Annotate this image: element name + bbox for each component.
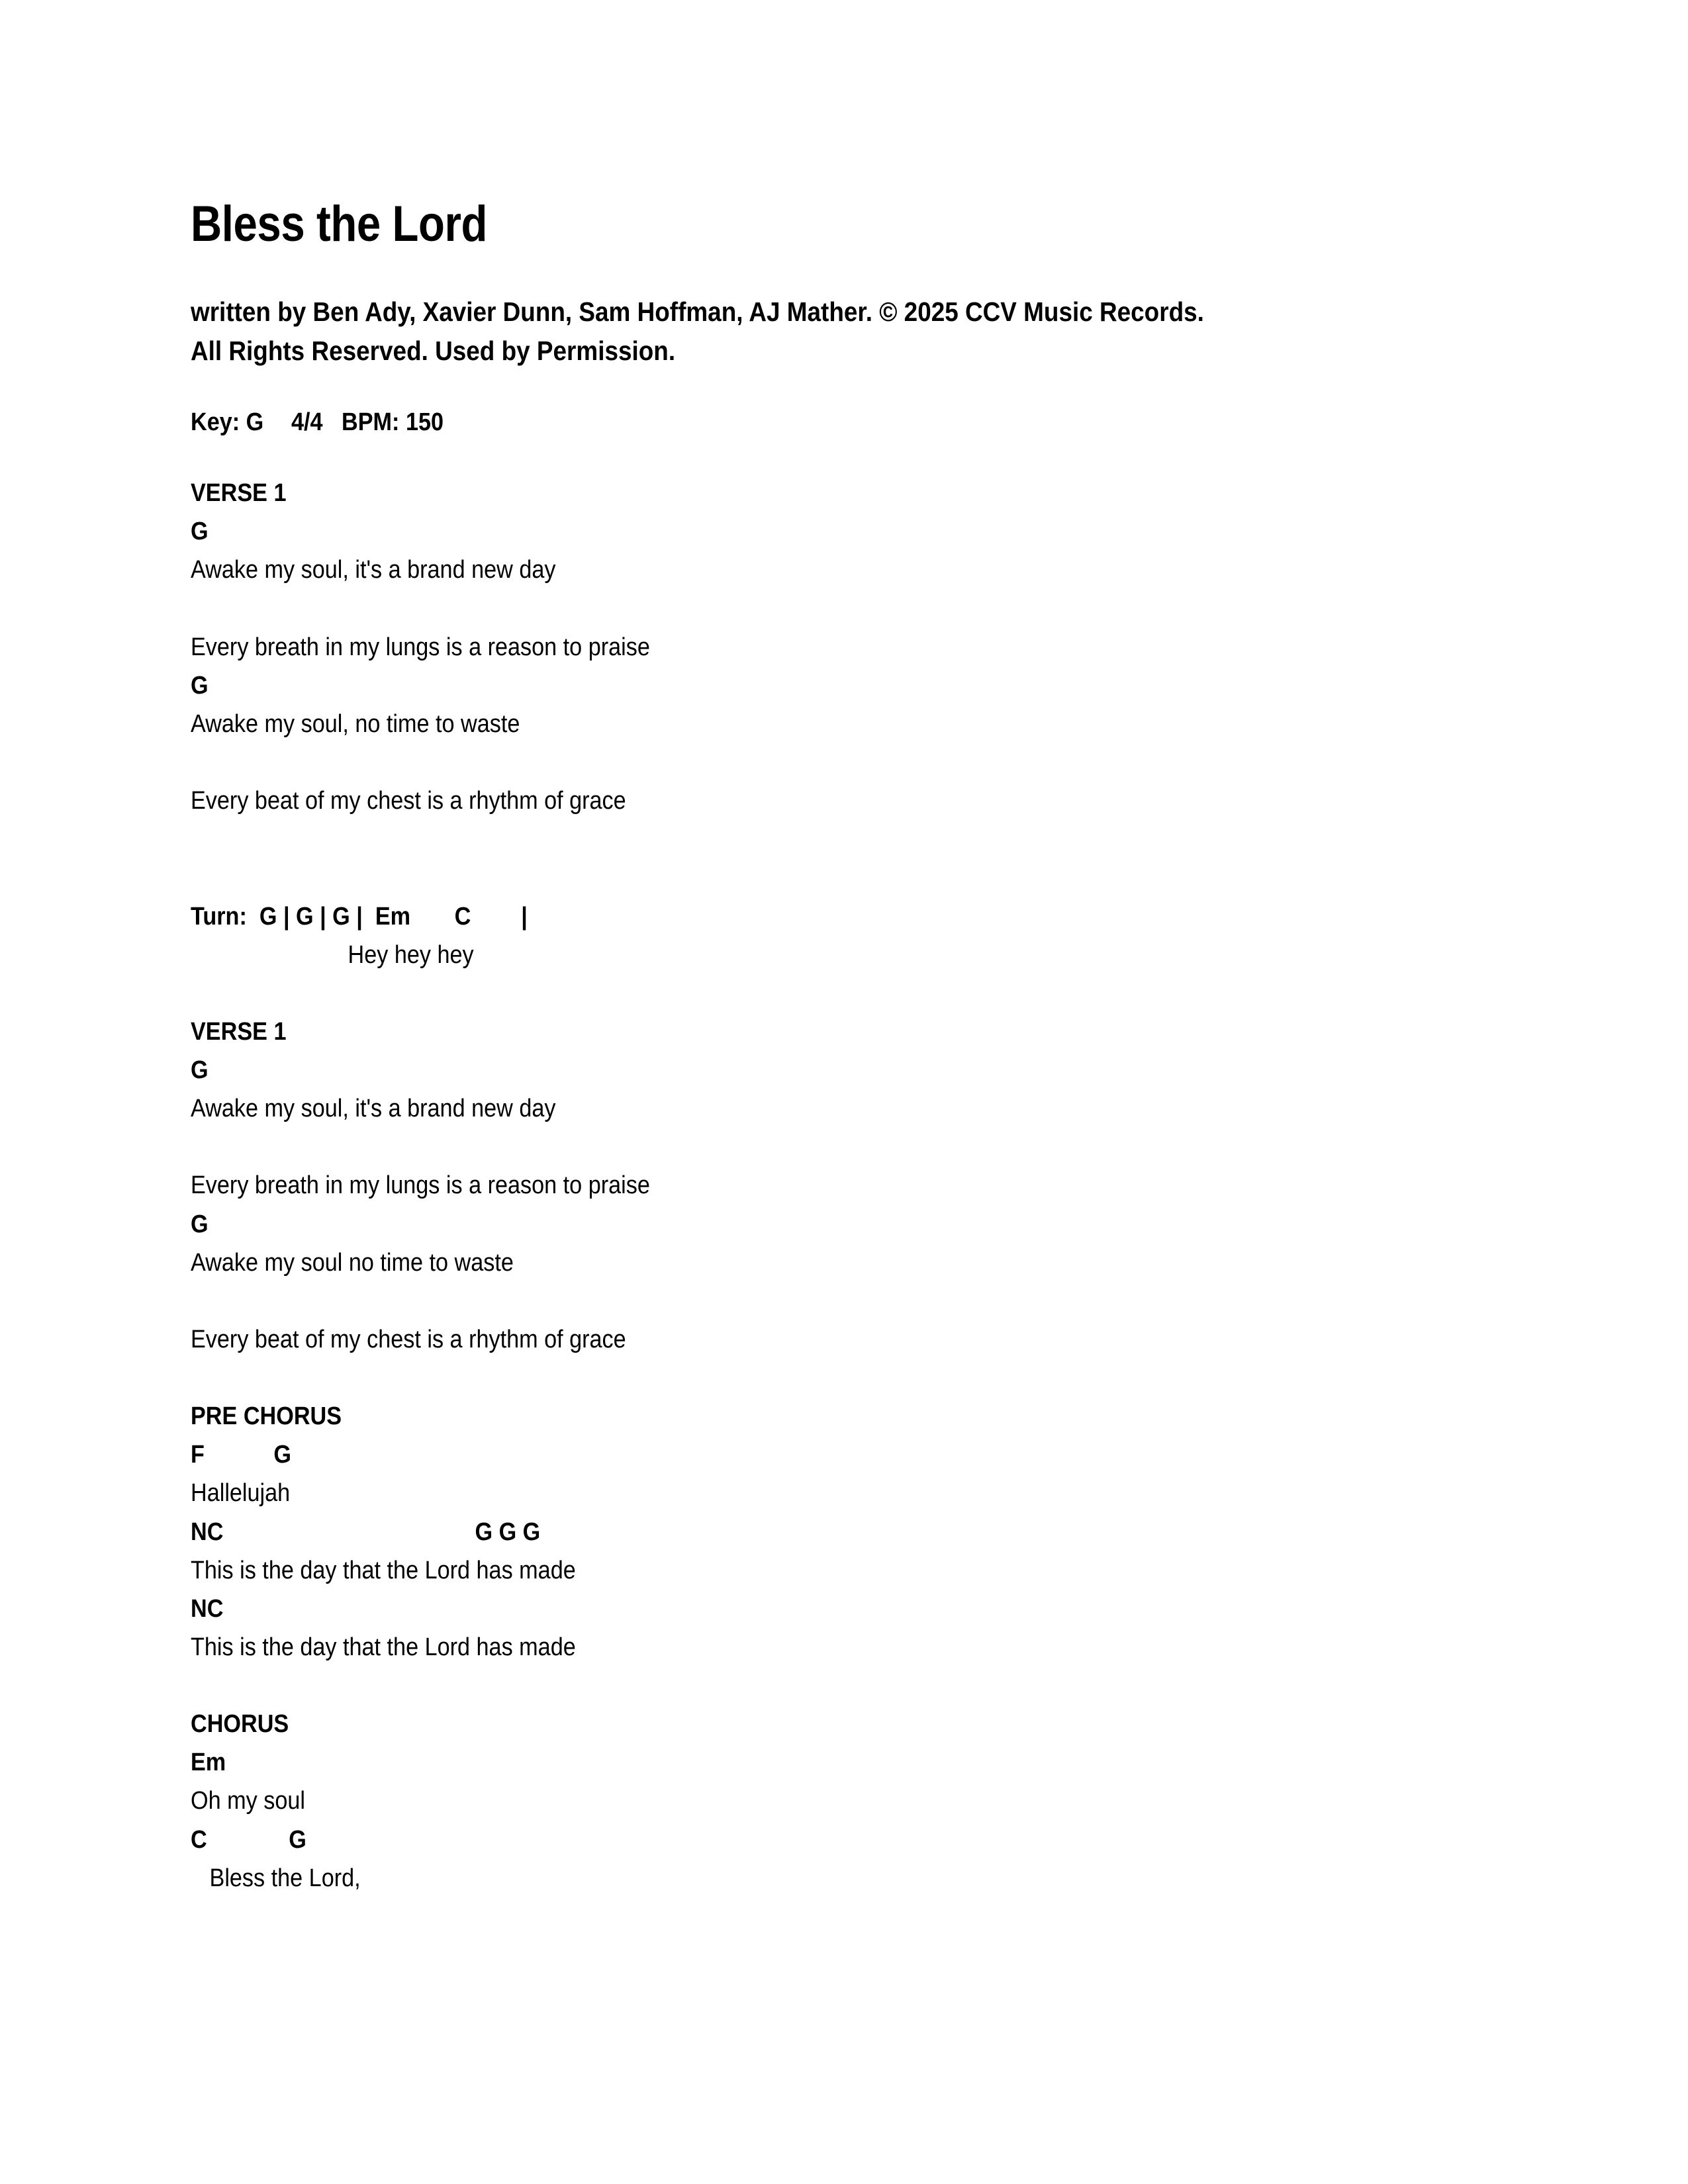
section-gap bbox=[191, 1666, 1360, 1705]
chord-line: G bbox=[191, 1210, 209, 1238]
chord-line: Em bbox=[191, 1749, 226, 1777]
chord-line: G bbox=[191, 518, 209, 546]
lyric-line: Every beat of my chest is a rhythm of grace bbox=[191, 1325, 626, 1353]
lyric-line: Awake my soul, no time to waste bbox=[191, 709, 520, 738]
chord-line: NC bbox=[191, 1594, 224, 1623]
song-meta-line: Key: G 4/4 BPM: 150 bbox=[191, 408, 444, 437]
chord-line: NC G G G bbox=[191, 1518, 541, 1546]
spacer-line bbox=[191, 1282, 1360, 1320]
lyric-line: Bless the Lord, bbox=[191, 1864, 361, 1892]
song-title: Bless the Lord bbox=[191, 196, 487, 252]
spacer-line bbox=[191, 1128, 1360, 1166]
lyric-line: This is the day that the Lord has made bbox=[191, 1633, 576, 1661]
lyric-line: Every breath in my lungs is a reason to praise bbox=[191, 1171, 650, 1200]
chord-line: Turn: G | G | G | Em C | bbox=[191, 902, 528, 931]
section-heading: CHORUS bbox=[191, 1710, 289, 1739]
lyric-line: Oh my soul bbox=[191, 1787, 305, 1815]
spacer-line bbox=[191, 590, 1360, 628]
section-gap bbox=[191, 820, 1360, 858]
spacer-line bbox=[191, 743, 1360, 782]
lyric-line: Awake my soul, it's a brand new day bbox=[191, 556, 556, 584]
lyric-line: Every beat of my chest is a rhythm of grace bbox=[191, 787, 626, 815]
lyric-line: Every breath in my lungs is a reason to praise bbox=[191, 633, 650, 661]
chord-line: G bbox=[191, 671, 209, 700]
lyric-line: This is the day that the Lord has made bbox=[191, 1556, 576, 1584]
chord-line: F G bbox=[191, 1441, 292, 1469]
lyric-line: Hey hey hey bbox=[191, 940, 474, 969]
section-heading: VERSE 1 bbox=[191, 479, 287, 508]
section-gap bbox=[191, 974, 1360, 1013]
section-gap bbox=[191, 1359, 1360, 1397]
chord-chart-body bbox=[191, 474, 1360, 1897]
spacer-line bbox=[191, 858, 1360, 897]
section-heading: PRE CHORUS bbox=[191, 1402, 342, 1431]
chord-line: C G bbox=[191, 1825, 306, 1854]
chord-line: G bbox=[191, 1056, 209, 1085]
section-heading: VERSE 1 bbox=[191, 1017, 287, 1046]
copyright-credits: written by Ben Ady, Xavier Dunn, Sam Hoffman, AJ Mather. © 2025 CCV Music Records. All Rights Reserved. Used by Permission. bbox=[191, 296, 1204, 367]
lyric-line: Awake my soul no time to waste bbox=[191, 1248, 514, 1277]
lyric-line: Awake my soul, it's a brand new day bbox=[191, 1095, 556, 1123]
lyric-line: Hallelujah bbox=[191, 1479, 291, 1508]
